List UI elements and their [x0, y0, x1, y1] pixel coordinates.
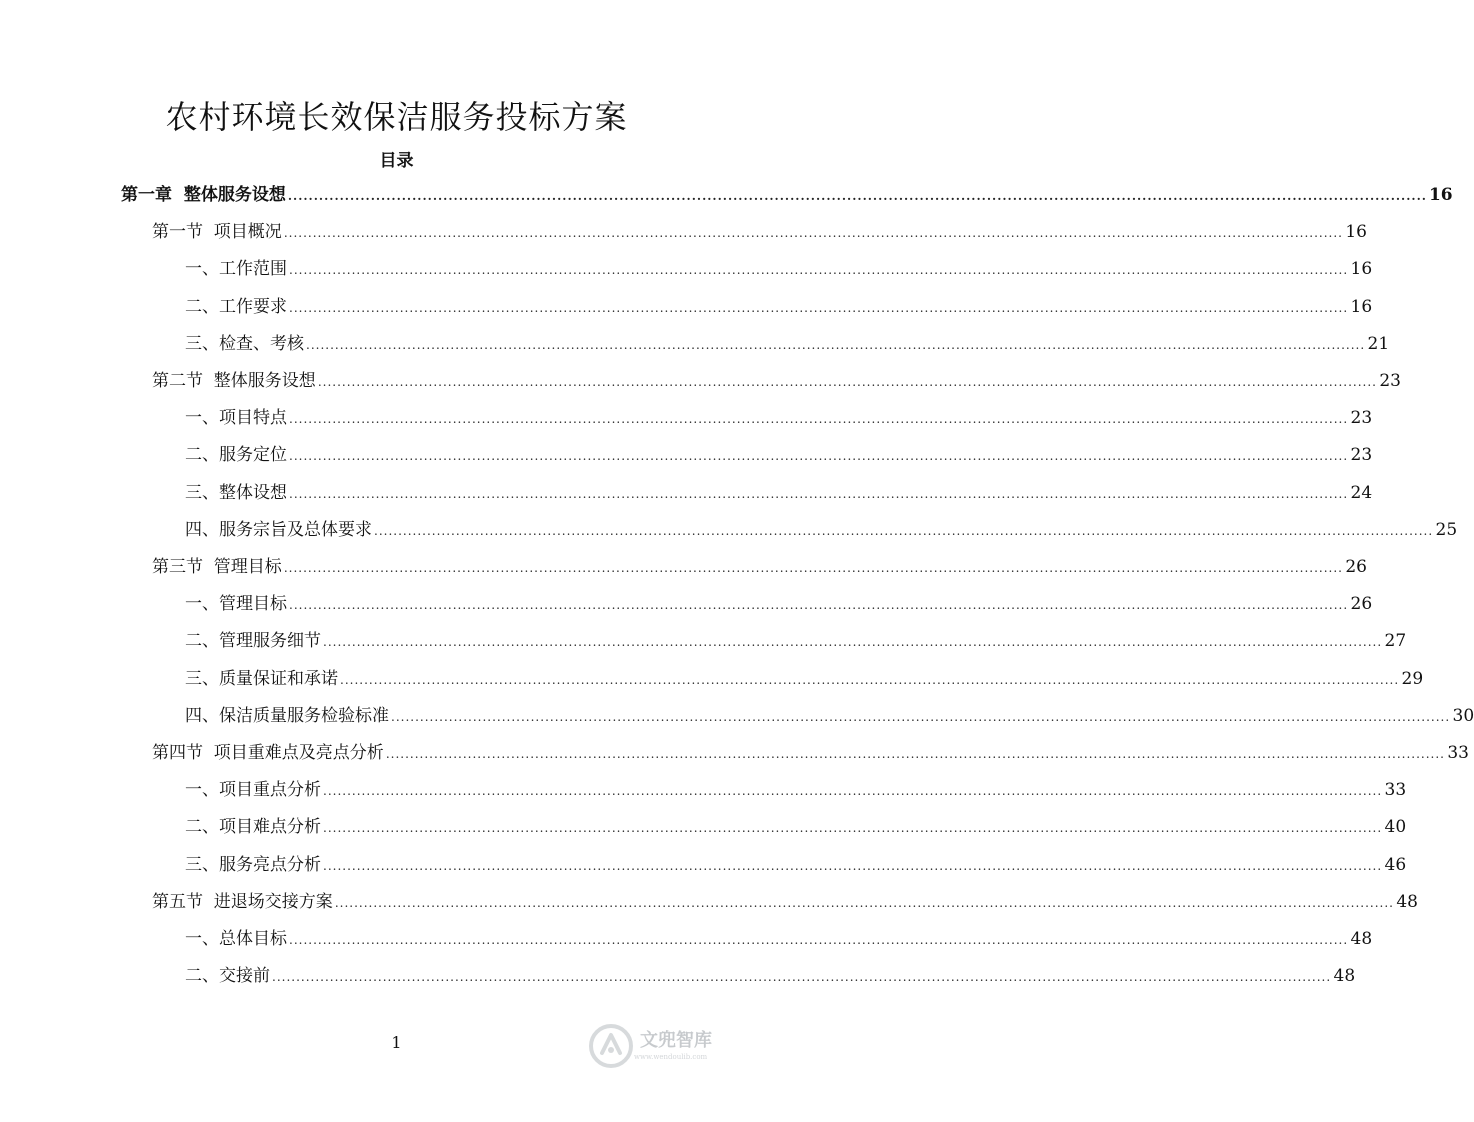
toc-entry-page: 29: [1401, 668, 1424, 689]
toc-entry-page: 16: [1428, 185, 1453, 205]
toc-leader-dots: ............................................................................................................................................................................................................................: [289, 486, 1349, 501]
toc-entry-page: 30: [1452, 705, 1474, 726]
toc-entry-page: 48: [1396, 891, 1418, 912]
toc-leader-dots: ............................................................................................................................................................................................................................: [283, 226, 1343, 241]
toc-entry[interactable]: [185, 850, 1407, 880]
toc-entry[interactable]: [185, 664, 1424, 694]
toc-entry-page: 16: [1350, 259, 1373, 280]
toc-leader-dots: ............................................................................................................................................................................................................................: [323, 858, 1383, 873]
toc-entry-page: 33: [1384, 780, 1407, 801]
toc-entry-label: 第五节 进退场交接方案: [152, 891, 333, 912]
toc-entry-page: 23: [1350, 445, 1373, 466]
toc-entry[interactable]: [185, 478, 1373, 508]
toc-leader-dots: ............................................................................................................................................................................................................................: [323, 635, 1383, 650]
toc-leader-dots: ............................................................................................................................................................................................................................: [289, 598, 1349, 613]
toc-entry-label: 四、服务宗旨及总体要求: [185, 519, 372, 540]
toc-entry-page: 21: [1367, 333, 1390, 354]
toc-entry-page: 26: [1350, 594, 1373, 615]
toc-leader-dots: ............................................................................................................................................................................................................................: [283, 561, 1343, 575]
toc-leader-dots: ............................................................................................................................................................................................................................: [385, 747, 1445, 761]
watermark: [588, 1018, 758, 1074]
toc-entry-label: 一、管理目标: [185, 594, 287, 615]
toc-entry[interactable]: [185, 292, 1373, 322]
document-title: 农村环境长效保洁服务投标方案: [165, 98, 628, 136]
toc-leader-dots: ............................................................................................................................................................................................................................: [306, 337, 1366, 352]
toc-entry-label: 三、质量保证和承诺: [185, 668, 338, 689]
toc-entry[interactable]: [185, 961, 1356, 991]
toc-entry-label: 二、工作要求: [185, 296, 287, 317]
toc-leader-dots: ............................................................................................................................................................................................................................: [334, 895, 1394, 910]
toc-entry-page: 24: [1350, 482, 1373, 503]
toc-entry-label: 三、检查、考核: [185, 333, 304, 354]
toc-leader-dots: ............................................................................................................................................................................................................................: [289, 300, 1349, 315]
toc-leader-dots: ............................................................................................................................................................................................................................: [374, 523, 1434, 538]
toc-entry[interactable]: [185, 626, 1407, 656]
toc-entry-page: 25: [1435, 519, 1458, 540]
toc-entry-label: 一、总体目标: [185, 929, 287, 949]
toc-entry[interactable]: [152, 738, 1469, 768]
toc-leader-dots: ............................................................................................................................................................................................................................: [287, 189, 1427, 203]
watermark-url: www.wendoulib.com: [634, 1052, 708, 1061]
toc-leader-dots: ............................................................................................................................................................................................................................: [323, 821, 1383, 836]
toc-entry-label: 二、管理服务细节: [185, 631, 321, 652]
toc-entry[interactable]: [185, 812, 1407, 842]
toc-entry[interactable]: [185, 589, 1373, 619]
toc-entry[interactable]: [121, 180, 1453, 210]
toc-entry[interactable]: [185, 403, 1373, 433]
toc-entry-label: 二、项目难点分析: [185, 817, 321, 838]
toc-leader-dots: ............................................................................................................................................................................................................................: [289, 263, 1349, 278]
toc-entry-page: 48: [1333, 966, 1356, 987]
toc-leader-dots: ............................................................................................................................................................................................................................: [317, 375, 1377, 389]
toc-entry[interactable]: [185, 924, 1373, 954]
toc-entry-page: 16: [1345, 222, 1367, 243]
toc-entry-label: 第一节 项目概况: [152, 222, 282, 243]
toc-entry-page: 23: [1379, 371, 1401, 391]
toc-entry-page: 46: [1384, 854, 1407, 875]
toc-entry[interactable]: [185, 515, 1458, 545]
toc-entry-label: 四、保洁质量服务检验标准: [185, 705, 389, 726]
toc-entry-label: 一、项目特点: [185, 408, 287, 429]
toc-entry[interactable]: [185, 701, 1474, 731]
toc-entry-page: 40: [1384, 817, 1407, 838]
toc-entry-label: 三、服务亮点分析: [185, 854, 321, 875]
toc-entry[interactable]: [185, 440, 1373, 470]
toc-leader-dots: ............................................................................................................................................................................................................................: [391, 709, 1451, 724]
watermark-name: 文兜智库: [640, 1029, 712, 1051]
toc-leader-dots: ............................................................................................................................................................................................................................: [289, 933, 1349, 947]
toc-entry-page: 16: [1350, 296, 1373, 317]
toc-entry-label: 三、整体设想: [185, 482, 287, 503]
toc-entry-label: 第二节 整体服务设想: [152, 371, 316, 391]
toc-entry-label: 第三节 管理目标: [152, 557, 282, 577]
toc-entry-page: 33: [1447, 743, 1469, 763]
toc-entry-page: 23: [1350, 408, 1373, 429]
toc-leader-dots: ............................................................................................................................................................................................................................: [289, 412, 1349, 427]
toc-entry-label: 第一章 整体服务设想: [121, 185, 286, 205]
toc-entry-label: 第四节 项目重难点及亮点分析: [152, 743, 384, 763]
page-number: 1: [391, 1033, 402, 1052]
toc-entry[interactable]: [152, 366, 1401, 396]
toc-entry[interactable]: [152, 887, 1418, 917]
toc-entry[interactable]: [185, 775, 1407, 805]
toc-entry-label: 二、交接前: [185, 966, 270, 987]
toc-leader-dots: ............................................................................................................................................................................................................................: [340, 672, 1400, 687]
toc-leader-dots: ............................................................................................................................................................................................................................: [289, 449, 1349, 464]
toc-entry[interactable]: [152, 552, 1367, 582]
toc-entry-label: 一、工作范围: [185, 259, 287, 280]
toc-entry[interactable]: [185, 329, 1390, 359]
toc-entry-page: 27: [1384, 631, 1407, 652]
toc-entry[interactable]: [152, 217, 1367, 247]
toc-leader-dots: ............................................................................................................................................................................................................................: [272, 970, 1332, 985]
toc-entry-label: 二、服务定位: [185, 445, 287, 466]
toc-entry-page: 48: [1350, 929, 1373, 949]
toc-entry[interactable]: [185, 254, 1373, 284]
toc-leader-dots: ............................................................................................................................................................................................................................: [323, 784, 1383, 799]
wendou-logo-icon: [588, 1023, 634, 1069]
toc-entry-label: 一、项目重点分析: [185, 780, 321, 801]
toc-heading: 目录: [379, 151, 414, 171]
toc-entry-page: 26: [1345, 557, 1367, 577]
